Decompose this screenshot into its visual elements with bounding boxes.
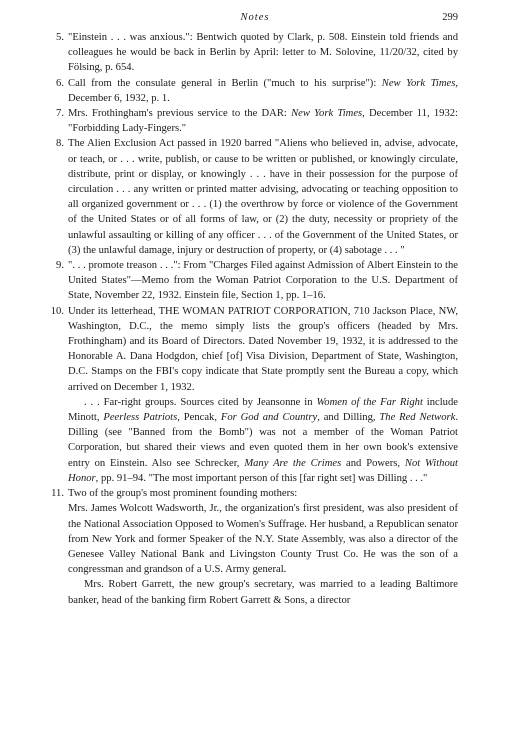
- note-number: 7.: [56, 108, 64, 120]
- note-7: [52, 106, 458, 136]
- note-text: Call from the consulate general in Berlin ("much to his surprise"): New York Times, December 6, 1932, p. 1.: [68, 77, 458, 104]
- note-number: 5.: [56, 32, 64, 43]
- note-paragraph: Mrs. James Wolcott Wadsworth, Jr., the organization's first president, was also president of the National Association Opposed to Women's Suffrage. Her husband, a Republican senator from New York and former Speaker of the N.Y. State Assembly, was also a director of the Genesee Valley National Bank and Livingston County Trust Co. He was the son of a congressman and grandson of a U.S. Army general.: [68, 503, 458, 576]
- note-8: [52, 136, 458, 258]
- running-head: [52, 12, 458, 26]
- note-11: [52, 486, 458, 608]
- note-text: Under its letterhead, THE WOMAN PATRIOT CORPORATION, 710 Jackson Place, NW, Washington, D.C., the memo simply lists the group's officers (headed by Mrs. Frothingham) and its Board of Directors. Dated November 19, 1932, it is addressed to the Honorable A. Dana Hodgdon, chief [of] Visa Division, Department of State, Washington, D.C. Stamps on the FBI's copy indicate that State promptly sent the Bureau a copy, which arrived on December 1, 1932.: [68, 305, 458, 393]
- note-text: Two of the group's most prominent founding mothers:: [68, 488, 298, 500]
- note-number: 10.: [50, 305, 64, 317]
- note-number: 6.: [56, 77, 64, 89]
- note-number: 9.: [56, 260, 64, 272]
- running-title: Notes: [240, 12, 270, 23]
- note-text: Mrs. Frothingham's previous service to the DAR: New York Times, December 11, 1932: "Forbidding Lady-Fingers.": [68, 108, 458, 135]
- note-text: "Einstein . . . was anxious.": Bentwich quoted by Clark, p. 508. Einstein told friends and colleagues he would be back in Berlin by April: letter to M. Solovine, 11/20/32, cited by Fölsing, p. 654.: [68, 32, 458, 74]
- note-paragraph: . . . Far-right groups. Sources cited by Jeansonne in Women of the Far Right include Minott, Peerless Patriots, Pencak, For God and Country, and Dilling, The Red Network. Dilling (see "Banned from the Bomb") was not a member of the Woman Patriot Corporation, but shared their views and even quoted them in her own book's extensive entry on Einstein. Also see Schrecker, Many Are the Crimes and Powers, Not Without Honor, pp. 91–94. "The most important person of this [far right set] was Dilling . . .": [68, 396, 459, 484]
- note-text: The Alien Exclusion Act passed in 1920 barred "Aliens who believed in, advise, advocate, or teach, or . . . write, publish, or cause to be written or published, or knowingly circulate, distribute, print or display, or knowingly . . . have in their possession for the purpose of circulation . . . any written or printed matter advising, advocating or teaching opposition to all organized government or . . . (1) the overthrow by force or violence of the Government of the United States or of all forms of law, or (2) the duty, necessity or propriety of the unlawful assaulting or killing of any officer . . . of the Government of the United States, or (3) the unlawful damage, injury or destruction of property, or (4) sabotage . . . ": [68, 138, 458, 256]
- page-number: 299: [442, 12, 458, 23]
- note-number: 11.: [51, 488, 64, 500]
- note-10: [52, 304, 458, 486]
- note-6: [52, 76, 458, 106]
- note-number: 8.: [56, 138, 64, 150]
- note-text: ". . . promote treason . . .": From "Charges Filed against Admission of Albert Einstein to the United States"—Memo from the Woman Patriot Corporation to the U.S. Department of State, November 22, 1932. Einstein file, Section 1, pp. 1–16.: [68, 260, 458, 302]
- notes-list: [52, 30, 458, 608]
- note-paragraph: Mrs. Robert Garrett, the new group's secretary, was married to a leading Baltimore banker, head of the banking firm Robert Garrett & Sons, a director: [68, 579, 458, 606]
- note-5: [52, 30, 458, 76]
- note-9: [52, 258, 458, 304]
